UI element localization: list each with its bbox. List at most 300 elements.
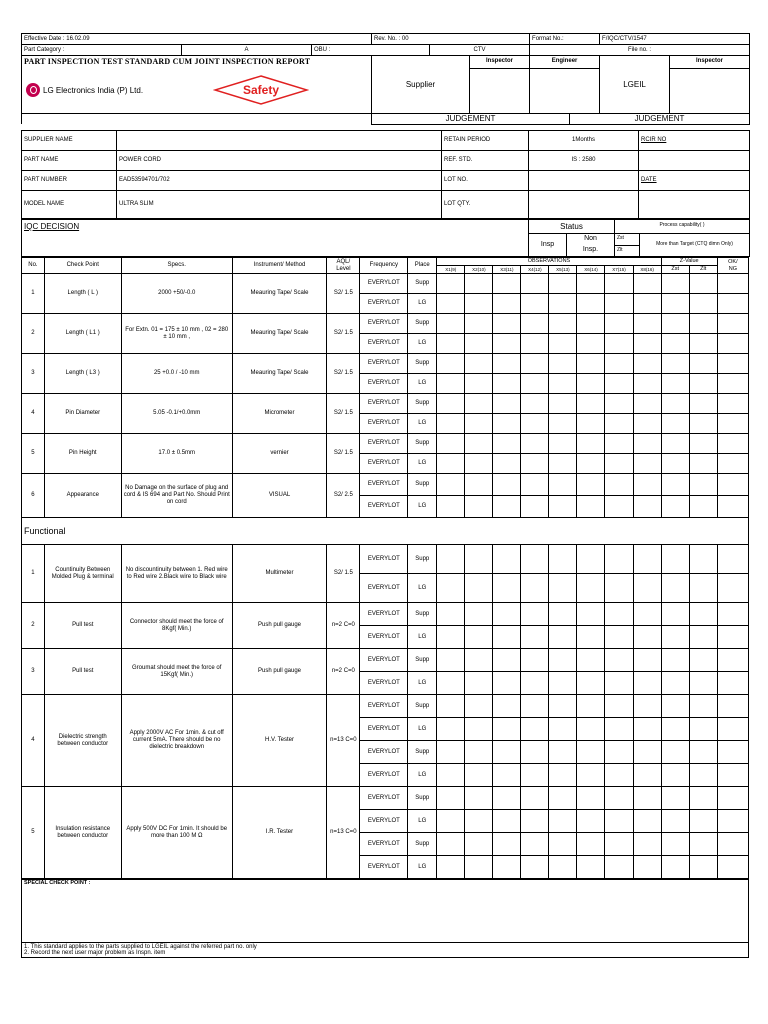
observation-cell[interactable] (717, 718, 748, 741)
observation-cell[interactable] (605, 414, 633, 434)
observation-cell[interactable] (605, 394, 633, 414)
observation-cell[interactable] (549, 672, 577, 695)
observation-cell[interactable] (493, 603, 521, 626)
observation-cell[interactable] (577, 787, 605, 810)
observation-cell[interactable] (717, 394, 748, 414)
observation-cell[interactable] (633, 334, 661, 354)
observation-cell[interactable] (633, 274, 661, 294)
observation-cell[interactable] (661, 764, 689, 787)
observation-cell[interactable] (633, 354, 661, 374)
observation-cell[interactable] (493, 574, 521, 603)
observation-cell[interactable] (465, 394, 493, 414)
observation-cell[interactable] (689, 274, 717, 294)
observation-cell[interactable] (549, 603, 577, 626)
observation-cell[interactable] (661, 574, 689, 603)
observation-cell[interactable] (465, 294, 493, 314)
observation-cell[interactable] (493, 354, 521, 374)
observation-cell[interactable] (549, 764, 577, 787)
special-check-point[interactable]: SPECIAL CHECK POINT : (22, 880, 749, 943)
observation-cell[interactable] (465, 810, 493, 833)
observation-cell[interactable] (549, 545, 577, 574)
observation-cell[interactable] (577, 626, 605, 649)
observation-cell[interactable] (689, 672, 717, 695)
observation-cell[interactable] (437, 603, 465, 626)
observation-cell[interactable] (437, 545, 465, 574)
observation-cell[interactable] (437, 474, 465, 496)
observation-cell[interactable] (661, 672, 689, 695)
observation-cell[interactable] (689, 414, 717, 434)
observation-cell[interactable] (493, 545, 521, 574)
observation-cell[interactable] (661, 294, 689, 314)
observation-cell[interactable] (549, 474, 577, 496)
observation-cell[interactable] (661, 649, 689, 672)
observation-cell[interactable] (437, 810, 465, 833)
observation-cell[interactable] (605, 603, 633, 626)
observation-cell[interactable] (633, 718, 661, 741)
observation-cell[interactable] (717, 856, 748, 879)
status-non[interactable]: Non (567, 234, 615, 246)
observation-cell[interactable] (689, 649, 717, 672)
observation-cell[interactable] (465, 856, 493, 879)
observation-cell[interactable] (493, 764, 521, 787)
observation-cell[interactable] (689, 314, 717, 334)
observation-cell[interactable] (493, 810, 521, 833)
observation-cell[interactable] (521, 274, 549, 294)
observation-cell[interactable] (437, 394, 465, 414)
observation-cell[interactable] (549, 496, 577, 518)
observation-cell[interactable] (689, 741, 717, 764)
observation-cell[interactable] (605, 672, 633, 695)
observation-cell[interactable] (661, 394, 689, 414)
observation-cell[interactable] (493, 274, 521, 294)
observation-cell[interactable] (493, 374, 521, 394)
observation-cell[interactable] (605, 314, 633, 334)
observation-cell[interactable] (717, 496, 748, 518)
observation-cell[interactable] (549, 856, 577, 879)
observation-cell[interactable] (633, 474, 661, 496)
observation-cell[interactable] (577, 695, 605, 718)
observation-cell[interactable] (717, 787, 748, 810)
observation-cell[interactable] (717, 545, 748, 574)
observation-cell[interactable] (689, 394, 717, 414)
observation-cell[interactable] (605, 626, 633, 649)
observation-cell[interactable] (661, 334, 689, 354)
observation-cell[interactable] (549, 434, 577, 454)
observation-cell[interactable] (689, 718, 717, 741)
observation-cell[interactable] (661, 787, 689, 810)
observation-cell[interactable] (717, 672, 748, 695)
observation-cell[interactable] (605, 434, 633, 454)
observation-cell[interactable] (493, 314, 521, 334)
observation-cell[interactable] (577, 414, 605, 434)
observation-cell[interactable] (493, 833, 521, 856)
observation-cell[interactable] (465, 695, 493, 718)
observation-cell[interactable] (717, 833, 748, 856)
lot-no-value[interactable] (529, 170, 639, 190)
observation-cell[interactable] (717, 603, 748, 626)
observation-cell[interactable] (577, 810, 605, 833)
observation-cell[interactable] (605, 574, 633, 603)
observation-cell[interactable] (521, 741, 549, 764)
observation-cell[interactable] (717, 294, 748, 314)
observation-cell[interactable] (605, 718, 633, 741)
observation-cell[interactable] (549, 394, 577, 414)
observation-cell[interactable] (577, 294, 605, 314)
observation-cell[interactable] (493, 741, 521, 764)
observation-cell[interactable] (577, 764, 605, 787)
observation-cell[interactable] (605, 741, 633, 764)
observation-cell[interactable] (689, 294, 717, 314)
observation-cell[interactable] (689, 545, 717, 574)
observation-cell[interactable] (521, 354, 549, 374)
observation-cell[interactable] (661, 374, 689, 394)
lgeil-inspector-sign[interactable] (670, 68, 750, 113)
observation-cell[interactable] (633, 741, 661, 764)
observation-cell[interactable] (605, 649, 633, 672)
observation-cell[interactable] (493, 414, 521, 434)
observation-cell[interactable] (521, 545, 549, 574)
observation-cell[interactable] (549, 314, 577, 334)
observation-cell[interactable] (437, 787, 465, 810)
observation-cell[interactable] (437, 374, 465, 394)
observation-cell[interactable] (521, 649, 549, 672)
iqc-decision-value[interactable] (22, 234, 529, 257)
observation-cell[interactable] (577, 672, 605, 695)
observation-cell[interactable] (633, 856, 661, 879)
observation-cell[interactable] (521, 474, 549, 496)
observation-cell[interactable] (437, 741, 465, 764)
observation-cell[interactable] (521, 574, 549, 603)
observation-cell[interactable] (465, 764, 493, 787)
observation-cell[interactable] (549, 695, 577, 718)
observation-cell[interactable] (549, 374, 577, 394)
observation-cell[interactable] (437, 294, 465, 314)
observation-cell[interactable] (577, 496, 605, 518)
observation-cell[interactable] (577, 314, 605, 334)
observation-cell[interactable] (549, 649, 577, 672)
observation-cell[interactable] (717, 414, 748, 434)
observation-cell[interactable] (661, 856, 689, 879)
observation-cell[interactable] (633, 649, 661, 672)
observation-cell[interactable] (633, 414, 661, 434)
observation-cell[interactable] (465, 354, 493, 374)
observation-cell[interactable] (661, 626, 689, 649)
observation-cell[interactable] (437, 672, 465, 695)
observation-cell[interactable] (437, 354, 465, 374)
observation-cell[interactable] (521, 334, 549, 354)
observation-cell[interactable] (549, 454, 577, 474)
observation-cell[interactable] (577, 574, 605, 603)
observation-cell[interactable] (717, 374, 748, 394)
observation-cell[interactable] (661, 274, 689, 294)
observation-cell[interactable] (521, 496, 549, 518)
observation-cell[interactable] (577, 474, 605, 496)
observation-cell[interactable] (437, 856, 465, 879)
observation-cell[interactable] (605, 474, 633, 496)
observation-cell[interactable] (689, 856, 717, 879)
observation-cell[interactable] (577, 454, 605, 474)
observation-cell[interactable] (437, 454, 465, 474)
observation-cell[interactable] (605, 496, 633, 518)
observation-cell[interactable] (493, 434, 521, 454)
observation-cell[interactable] (549, 574, 577, 603)
observation-cell[interactable] (493, 695, 521, 718)
observation-cell[interactable] (633, 545, 661, 574)
observation-cell[interactable] (465, 274, 493, 294)
observation-cell[interactable] (689, 374, 717, 394)
observation-cell[interactable] (633, 787, 661, 810)
observation-cell[interactable] (549, 626, 577, 649)
observation-cell[interactable] (717, 626, 748, 649)
observation-cell[interactable] (661, 603, 689, 626)
observation-cell[interactable] (689, 454, 717, 474)
observation-cell[interactable] (717, 334, 748, 354)
observation-cell[interactable] (717, 474, 748, 496)
observation-cell[interactable] (493, 294, 521, 314)
observation-cell[interactable] (465, 626, 493, 649)
observation-cell[interactable] (633, 454, 661, 474)
observation-cell[interactable] (549, 334, 577, 354)
observation-cell[interactable] (521, 626, 549, 649)
observation-cell[interactable] (577, 545, 605, 574)
observation-cell[interactable] (521, 374, 549, 394)
observation-cell[interactable] (661, 434, 689, 454)
observation-cell[interactable] (661, 454, 689, 474)
observation-cell[interactable] (605, 856, 633, 879)
observation-cell[interactable] (549, 787, 577, 810)
observation-cell[interactable] (465, 314, 493, 334)
observation-cell[interactable] (437, 314, 465, 334)
observation-cell[interactable] (465, 787, 493, 810)
observation-cell[interactable] (465, 374, 493, 394)
observation-cell[interactable] (493, 334, 521, 354)
observation-cell[interactable] (605, 294, 633, 314)
observation-cell[interactable] (549, 741, 577, 764)
observation-cell[interactable] (689, 574, 717, 603)
observation-cell[interactable] (661, 354, 689, 374)
observation-cell[interactable] (717, 649, 748, 672)
observation-cell[interactable] (633, 434, 661, 454)
observation-cell[interactable] (465, 434, 493, 454)
observation-cell[interactable] (465, 496, 493, 518)
observation-cell[interactable] (633, 626, 661, 649)
observation-cell[interactable] (549, 354, 577, 374)
observation-cell[interactable] (549, 414, 577, 434)
observation-cell[interactable] (717, 314, 748, 334)
observation-cell[interactable] (661, 718, 689, 741)
supplier-inspector-sign[interactable] (470, 68, 530, 113)
observation-cell[interactable] (605, 695, 633, 718)
observation-cell[interactable] (521, 603, 549, 626)
observation-cell[interactable] (521, 856, 549, 879)
observation-cell[interactable] (465, 545, 493, 574)
observation-cell[interactable] (549, 718, 577, 741)
observation-cell[interactable] (437, 718, 465, 741)
observation-cell[interactable] (577, 334, 605, 354)
observation-cell[interactable] (437, 274, 465, 294)
observation-cell[interactable] (521, 672, 549, 695)
observation-cell[interactable] (521, 394, 549, 414)
observation-cell[interactable] (437, 695, 465, 718)
observation-cell[interactable] (661, 695, 689, 718)
observation-cell[interactable] (521, 414, 549, 434)
observation-cell[interactable] (549, 294, 577, 314)
observation-cell[interactable] (437, 574, 465, 603)
observation-cell[interactable] (577, 718, 605, 741)
observation-cell[interactable] (633, 574, 661, 603)
observation-cell[interactable] (661, 414, 689, 434)
observation-cell[interactable] (521, 787, 549, 810)
observation-cell[interactable] (577, 603, 605, 626)
observation-cell[interactable] (493, 672, 521, 695)
observation-cell[interactable] (661, 496, 689, 518)
observation-cell[interactable] (689, 810, 717, 833)
status-insp[interactable]: Insp (529, 234, 567, 257)
observation-cell[interactable] (661, 810, 689, 833)
observation-cell[interactable] (689, 354, 717, 374)
observation-cell[interactable] (549, 833, 577, 856)
observation-cell[interactable] (521, 314, 549, 334)
observation-cell[interactable] (633, 294, 661, 314)
observation-cell[interactable] (437, 649, 465, 672)
observation-cell[interactable] (577, 434, 605, 454)
observation-cell[interactable] (521, 833, 549, 856)
observation-cell[interactable] (521, 718, 549, 741)
observation-cell[interactable] (661, 833, 689, 856)
lot-qty-value[interactable] (529, 190, 639, 218)
observation-cell[interactable] (549, 810, 577, 833)
supplier-name-value[interactable] (117, 130, 442, 150)
observation-cell[interactable] (521, 454, 549, 474)
observation-cell[interactable] (465, 649, 493, 672)
observation-cell[interactable] (633, 496, 661, 518)
observation-cell[interactable] (717, 695, 748, 718)
observation-cell[interactable] (577, 374, 605, 394)
observation-cell[interactable] (493, 496, 521, 518)
observation-cell[interactable] (521, 810, 549, 833)
observation-cell[interactable] (437, 833, 465, 856)
observation-cell[interactable] (465, 574, 493, 603)
observation-cell[interactable] (437, 496, 465, 518)
observation-cell[interactable] (465, 741, 493, 764)
observation-cell[interactable] (577, 274, 605, 294)
observation-cell[interactable] (605, 810, 633, 833)
observation-cell[interactable] (521, 695, 549, 718)
observation-cell[interactable] (577, 354, 605, 374)
observation-cell[interactable] (465, 718, 493, 741)
observation-cell[interactable] (717, 574, 748, 603)
observation-cell[interactable] (465, 414, 493, 434)
observation-cell[interactable] (465, 334, 493, 354)
observation-cell[interactable] (493, 718, 521, 741)
observation-cell[interactable] (717, 434, 748, 454)
date-value[interactable] (639, 190, 750, 218)
observation-cell[interactable] (633, 810, 661, 833)
observation-cell[interactable] (549, 274, 577, 294)
observation-cell[interactable] (633, 374, 661, 394)
observation-cell[interactable] (605, 454, 633, 474)
rcir-no-value[interactable] (639, 150, 750, 170)
observation-cell[interactable] (437, 334, 465, 354)
observation-cell[interactable] (689, 626, 717, 649)
observation-cell[interactable] (661, 314, 689, 334)
observation-cell[interactable] (465, 833, 493, 856)
observation-cell[interactable] (493, 787, 521, 810)
observation-cell[interactable] (633, 695, 661, 718)
observation-cell[interactable] (465, 603, 493, 626)
observation-cell[interactable] (689, 695, 717, 718)
observation-cell[interactable] (493, 394, 521, 414)
observation-cell[interactable] (493, 454, 521, 474)
observation-cell[interactable] (493, 626, 521, 649)
observation-cell[interactable] (633, 672, 661, 695)
observation-cell[interactable] (689, 474, 717, 496)
observation-cell[interactable] (661, 741, 689, 764)
observation-cell[interactable] (465, 454, 493, 474)
observation-cell[interactable] (605, 833, 633, 856)
observation-cell[interactable] (633, 314, 661, 334)
observation-cell[interactable] (717, 454, 748, 474)
footnotes (21, 943, 749, 958)
observation-cell[interactable] (521, 764, 549, 787)
observation-cell[interactable] (633, 603, 661, 626)
observation-cell[interactable] (633, 394, 661, 414)
observation-cell[interactable] (465, 672, 493, 695)
observation-cell[interactable] (689, 833, 717, 856)
observation-cell[interactable] (521, 294, 549, 314)
observation-cell[interactable] (689, 787, 717, 810)
observation-cell[interactable] (493, 474, 521, 496)
observation-cell[interactable] (717, 274, 748, 294)
observation-cell[interactable] (605, 274, 633, 294)
observation-cell[interactable] (521, 434, 549, 454)
observation-cell[interactable] (577, 741, 605, 764)
observation-cell[interactable] (577, 649, 605, 672)
observation-cell[interactable] (465, 474, 493, 496)
observation-cell[interactable] (661, 474, 689, 496)
observation-cell[interactable] (717, 741, 748, 764)
observation-cell[interactable] (633, 833, 661, 856)
observation-cell[interactable] (689, 334, 717, 354)
observation-cell[interactable] (437, 434, 465, 454)
observation-cell[interactable] (577, 394, 605, 414)
observation-cell[interactable] (689, 603, 717, 626)
observation-cell[interactable] (577, 856, 605, 879)
observation-cell[interactable] (717, 354, 748, 374)
observation-cell[interactable] (605, 787, 633, 810)
observation-cell[interactable] (689, 496, 717, 518)
observation-cell[interactable] (605, 354, 633, 374)
observation-cell[interactable] (605, 764, 633, 787)
observation-cell[interactable] (633, 764, 661, 787)
observation-cell[interactable] (605, 545, 633, 574)
observation-cell[interactable] (689, 764, 717, 787)
observation-cell[interactable] (437, 626, 465, 649)
observation-cell[interactable] (493, 649, 521, 672)
observation-cell[interactable] (437, 764, 465, 787)
observation-cell[interactable] (689, 434, 717, 454)
observation-cell[interactable] (661, 545, 689, 574)
observation-cell[interactable] (605, 334, 633, 354)
observation-cell[interactable] (437, 414, 465, 434)
observation-cell[interactable] (605, 374, 633, 394)
observation-cell[interactable] (717, 810, 748, 833)
observation-cell[interactable] (717, 764, 748, 787)
status-non-insp[interactable]: Insp. (567, 245, 615, 257)
supplier-engineer-sign[interactable] (530, 68, 600, 113)
observation-cell[interactable] (493, 856, 521, 879)
observation-cell[interactable] (577, 833, 605, 856)
